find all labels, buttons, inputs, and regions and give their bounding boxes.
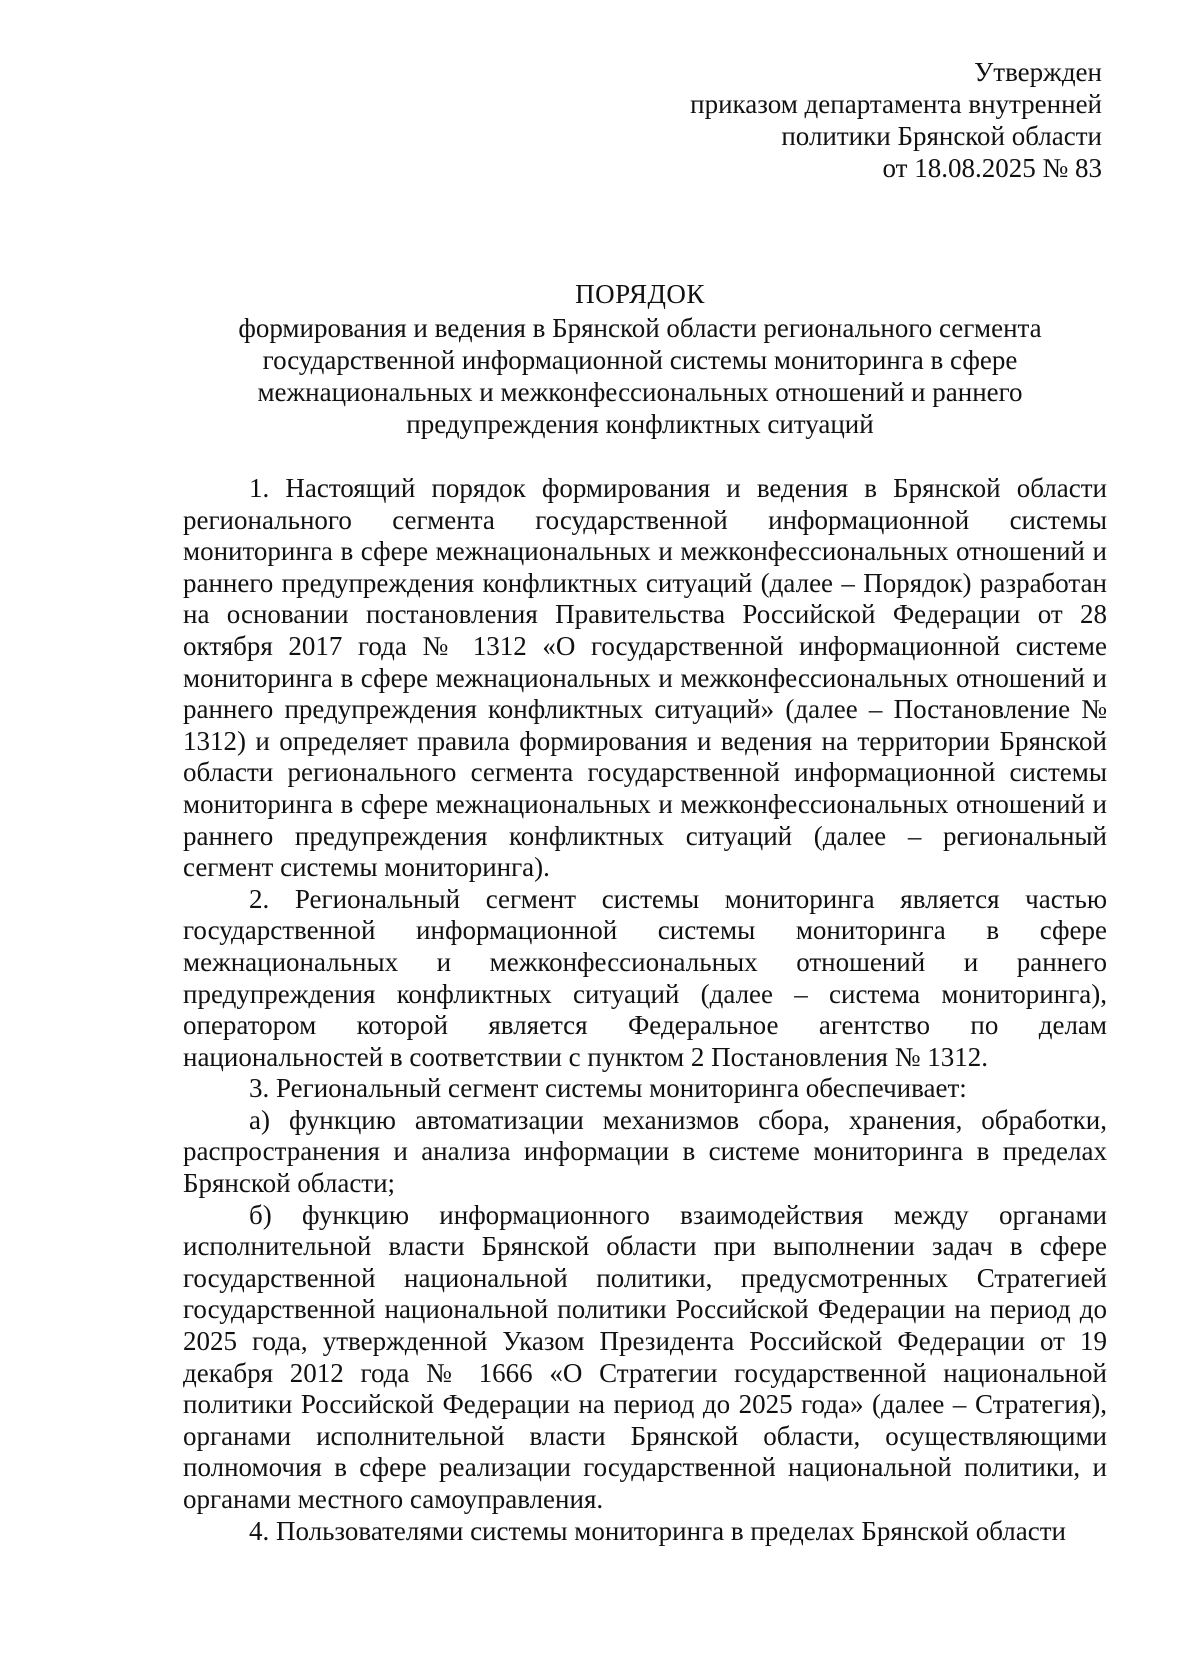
- title-line-4: предупреждения конфликтных ситуаций: [406, 409, 874, 439]
- paragraph-3a: а) функцию автоматизации механизмов сбора, хранения, обработки, распространения и анализа информации в системе мониторинга в пределах Брянской области;: [183, 1104, 1107, 1199]
- approval-line-1: Утвержден: [974, 57, 1102, 87]
- approval-line-2: приказом департамента внутренней: [690, 89, 1102, 119]
- title-line-3: межнациональных и межконфессиональных отношений и раннего: [257, 377, 1023, 407]
- title-line-2: государственной информационной системы мониторинга в сфере: [262, 345, 1018, 375]
- paragraph-2: 2. Региональный сегмент системы мониторинга является частью государственной информационной системы мониторинга в сфере межнациональных и межконфессиональных отношений и раннего предупреждения конфликтных ситуаций (далее – система мониторинга), оператором которой является Федеральное агентство по делам национальностей в соответствии с пунктом 2 Постановления № 1312.: [183, 883, 1107, 1072]
- approval-line-3: политики Брянской области: [781, 121, 1102, 151]
- approval-stamp: [582, 56, 1102, 184]
- document-body: [183, 473, 1107, 1547]
- paragraph-4: 4. Пользователями системы мониторинга в пределах Брянской области: [249, 1515, 1066, 1546]
- approval-line-4: от 18.08.2025 № 83: [882, 153, 1102, 183]
- paragraph-3b: б) функцию информационного взаимодействия между органами исполнительной власти Брянской области при выполнении задач в сфере государственной национальной политики, предусмотренных Стратегией государственной национальной политики Российской Федерации на период до 2025 года, утвержденной Указом Президента Российской Федерации от 19 декабря 2012 года № 1666 «О Стратегии государственной национальной политики Российской Федерации на период до 2025 года» (далее – Стратегия), органами исполнительной власти Брянской области, осуществляющими полномочия в сфере реализации государственной национальной политики, и органами местного самоуправления.: [183, 1199, 1107, 1514]
- title-line-1: формирования и ведения в Брянской области регионального сегмента: [238, 313, 1042, 343]
- document-title: [180, 278, 1100, 440]
- paragraph-1: 1. Настоящий порядок формирования и ведения в Брянской области регионального сегмента государственной информационной системы мониторинга в сфере межнациональных и межконфессиональных отношений и раннего предупреждения конфликтных ситуаций (далее – Порядок) разработан на основании постановления Правительства Российской Федерации от 28 октября 2017 года № 1312 «О государственной информационной системе мониторинга в сфере межнациональных и межконфессиональных отношений и раннего предупреждения конфликтных ситуаций» (далее – Постановление № 1312) и определяет правила формирования и ведения на территории Брянской области регионального сегмента государственной информационной системы мониторинга в сфере межнациональных и межконфессиональных отношений и раннего предупреждения конфликтных ситуаций (далее – региональный сегмент системы мониторинга).: [183, 473, 1107, 883]
- paragraph-3: 3. Региональный сегмент системы мониторинга обеспечивает:: [249, 1073, 967, 1104]
- document-type-heading: ПОРЯДОК: [575, 279, 705, 309]
